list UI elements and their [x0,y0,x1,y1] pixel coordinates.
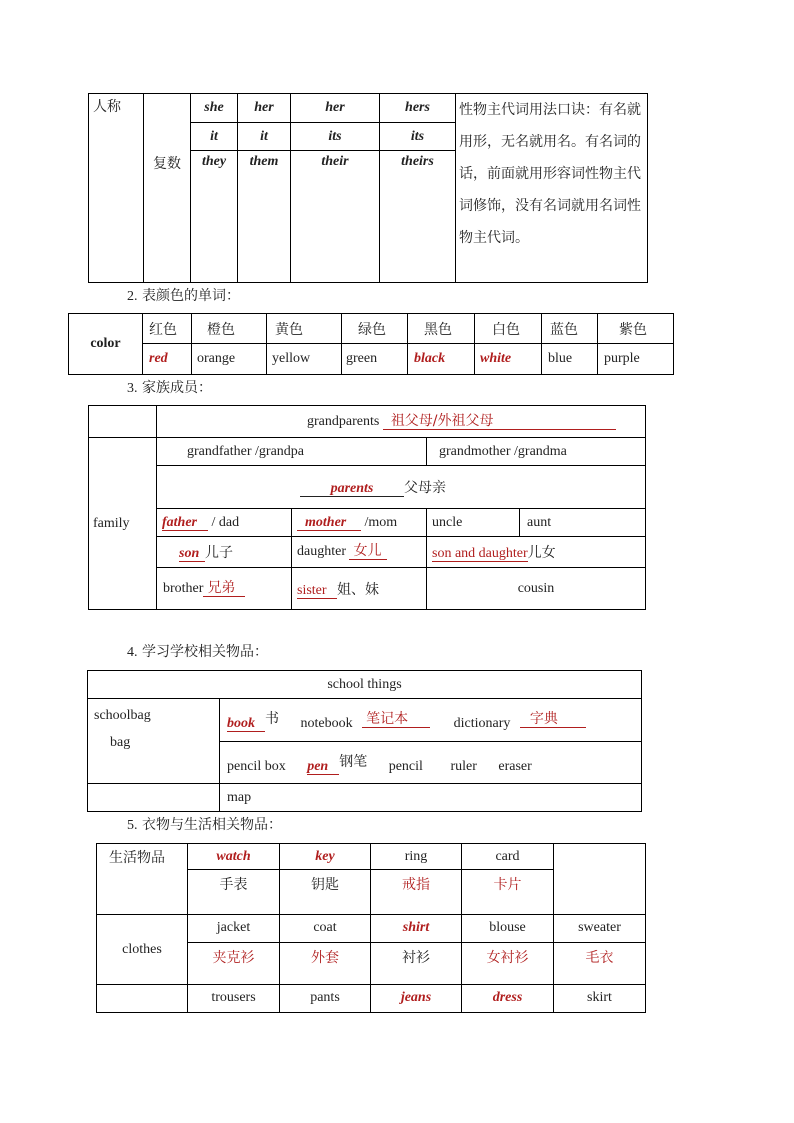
cousin-cell: cousin [427,568,646,610]
clothing-table [96,843,646,1013]
empty-cell [97,984,188,1012]
pencil-word: pencil [388,758,423,774]
color-cn: 黄色 [267,314,342,344]
pronoun-cell: they [191,151,238,283]
sister-cell [292,568,427,610]
pronoun-cell: she [191,94,238,123]
pronoun-cell: its [291,123,380,151]
schoolbag-cell [88,699,220,784]
color-cn: 白色 [475,314,542,344]
color-en: blue [542,344,598,375]
clothes-en: jacket [188,915,280,942]
sister-answer: sister [297,583,337,599]
person-label: 人称 [89,94,144,283]
pronoun-cell: it [238,123,291,151]
father-rest: / dad [211,514,240,530]
color-cn: 紫色 [598,314,674,344]
clothes-en-answer: shirt [371,915,462,942]
daily-items-label: 生活物品 [97,844,188,915]
empty-cell [89,406,157,438]
clothes-en-answer: jeans [371,984,462,1012]
map-cell: map [220,784,642,812]
daily-cn: 钥匙 [280,870,371,915]
daily-cn-answer: 戒指 [371,870,462,915]
grandmother-cell: grandmother /grandma [427,438,646,466]
son-and-daughter-answer: son and daughter [432,546,528,561]
dictionary-answer: 字典 [520,712,586,728]
clothes-en: blouse [462,915,554,942]
clothes-en: pants [280,984,371,1012]
empty-cell [554,844,646,915]
clothes-cn-answer: 女衬衫 [462,942,554,984]
color-cn: 蓝色 [542,314,598,344]
notebook-answer: 笔记本 [362,712,430,728]
son-and-daughter-cn: 儿女 [527,545,556,561]
daily-cn: 手表 [188,870,280,915]
pronoun-table [88,93,648,283]
grandparents-word: grandparents [307,413,380,429]
brother-word: brother [163,580,204,596]
daily-en: ring [371,844,462,870]
color-en-answer: white [475,344,542,375]
eraser-word: eraser [498,758,532,774]
brother-answer: 兄弟 [203,581,245,597]
school-table [87,670,642,812]
parents-cn: 父母亲 [404,480,446,496]
book-answer: book [227,716,265,732]
mother-rest: /mom [364,514,398,530]
notebook-word: notebook [300,716,353,731]
brother-cell [157,568,292,610]
clothes-cn-answer: 外套 [280,942,371,984]
clothes-en: coat [280,915,371,942]
son-cn: 儿子 [205,545,233,561]
mother-answer: mother [297,515,361,531]
clothes-en: sweater [554,915,646,942]
pronoun-cell: their [291,151,380,283]
pronoun-cell: hers [380,94,456,123]
mnemonic-text: 性物主代词用法口诀：有名就用形，无名就用名。有名词的话，前面就用形容词性物主代词修饰，没有名词就用名词性物主代词。 [456,94,648,283]
son-answer: son [179,546,205,562]
parents-cell [157,466,646,509]
pen-cn: 钢笔 [339,753,368,770]
clothes-label: clothes [97,915,188,984]
grandfather-cell: grandfather /grandpa [157,438,427,466]
empty-cell [88,784,220,812]
schoolbag-word: schoolbag [94,708,151,723]
pencil-box-word: pencil box [227,758,286,774]
father-cell [157,509,292,537]
children-cell [427,537,646,568]
book-cn: 书 [265,711,279,727]
daily-en-answer: key [280,844,371,870]
empty-cell [144,94,191,151]
color-cn: 红色 [143,314,192,344]
daily-cn-answer: 卡片 [462,870,554,915]
son-cell [157,537,292,568]
clothes-en: trousers [188,984,280,1012]
color-row-label: color [69,314,143,375]
clothes-cn-answer: 毛衣 [554,942,646,984]
daily-en-answer: watch [188,844,280,870]
pronoun-cell: her [238,94,291,123]
daughter-answer: 女儿 [349,544,387,560]
bag-word: bag [110,735,131,750]
ruler-word: ruler [450,758,477,774]
section-heading-school: 4. 学习学校相关物品： [127,644,268,660]
color-en: purple [598,344,674,375]
color-en: yellow [267,344,342,375]
dictionary-word: dictionary [453,716,511,731]
color-en: orange [192,344,267,375]
daughter-cell [292,537,427,568]
aunt-cell: aunt [520,509,646,537]
color-table [68,313,674,375]
family-table [88,405,646,610]
school-items-row-2 [220,742,642,784]
father-answer: father [162,515,208,531]
clothes-en-answer: dress [462,984,554,1012]
color-cn: 橙色 [192,314,267,344]
parents-answer: parents [300,481,404,497]
clothes-cn: 衬衫 [371,942,462,984]
pronoun-cell: her [291,94,380,123]
family-row-label: family [89,438,157,610]
color-en-answer: red [143,344,192,375]
clothes-en: skirt [554,984,646,1012]
pronoun-cell: theirs [380,151,456,283]
color-en-answer: black [408,344,475,375]
mother-cell [292,509,427,537]
grandparents-cell [157,406,646,438]
section-heading-clothing: 5. 衣物与生活相关物品： [127,817,282,833]
daily-en: card [462,844,554,870]
grandparents-answer: 祖父母/外祖父母 [383,414,616,430]
school-items-row-1 [220,699,642,742]
sister-cn: 姐、妹 [337,581,379,598]
pronoun-cell: them [238,151,291,283]
color-cn: 绿色 [342,314,408,344]
section-heading-colors: 2. 表颜色的单词： [127,288,240,304]
school-header: school things [88,671,642,699]
color-cn: 黑色 [408,314,475,344]
pronoun-cell: it [191,123,238,151]
color-en: green [342,344,408,375]
plural-label: 复数 [144,151,191,283]
uncle-cell: uncle [427,509,520,537]
pronoun-cell: its [380,123,456,151]
section-heading-family: 3. 家族成员： [127,380,212,396]
daughter-word: daughter [297,544,346,559]
pen-answer: pen [307,759,339,775]
clothes-cn-answer: 夹克衫 [188,942,280,984]
